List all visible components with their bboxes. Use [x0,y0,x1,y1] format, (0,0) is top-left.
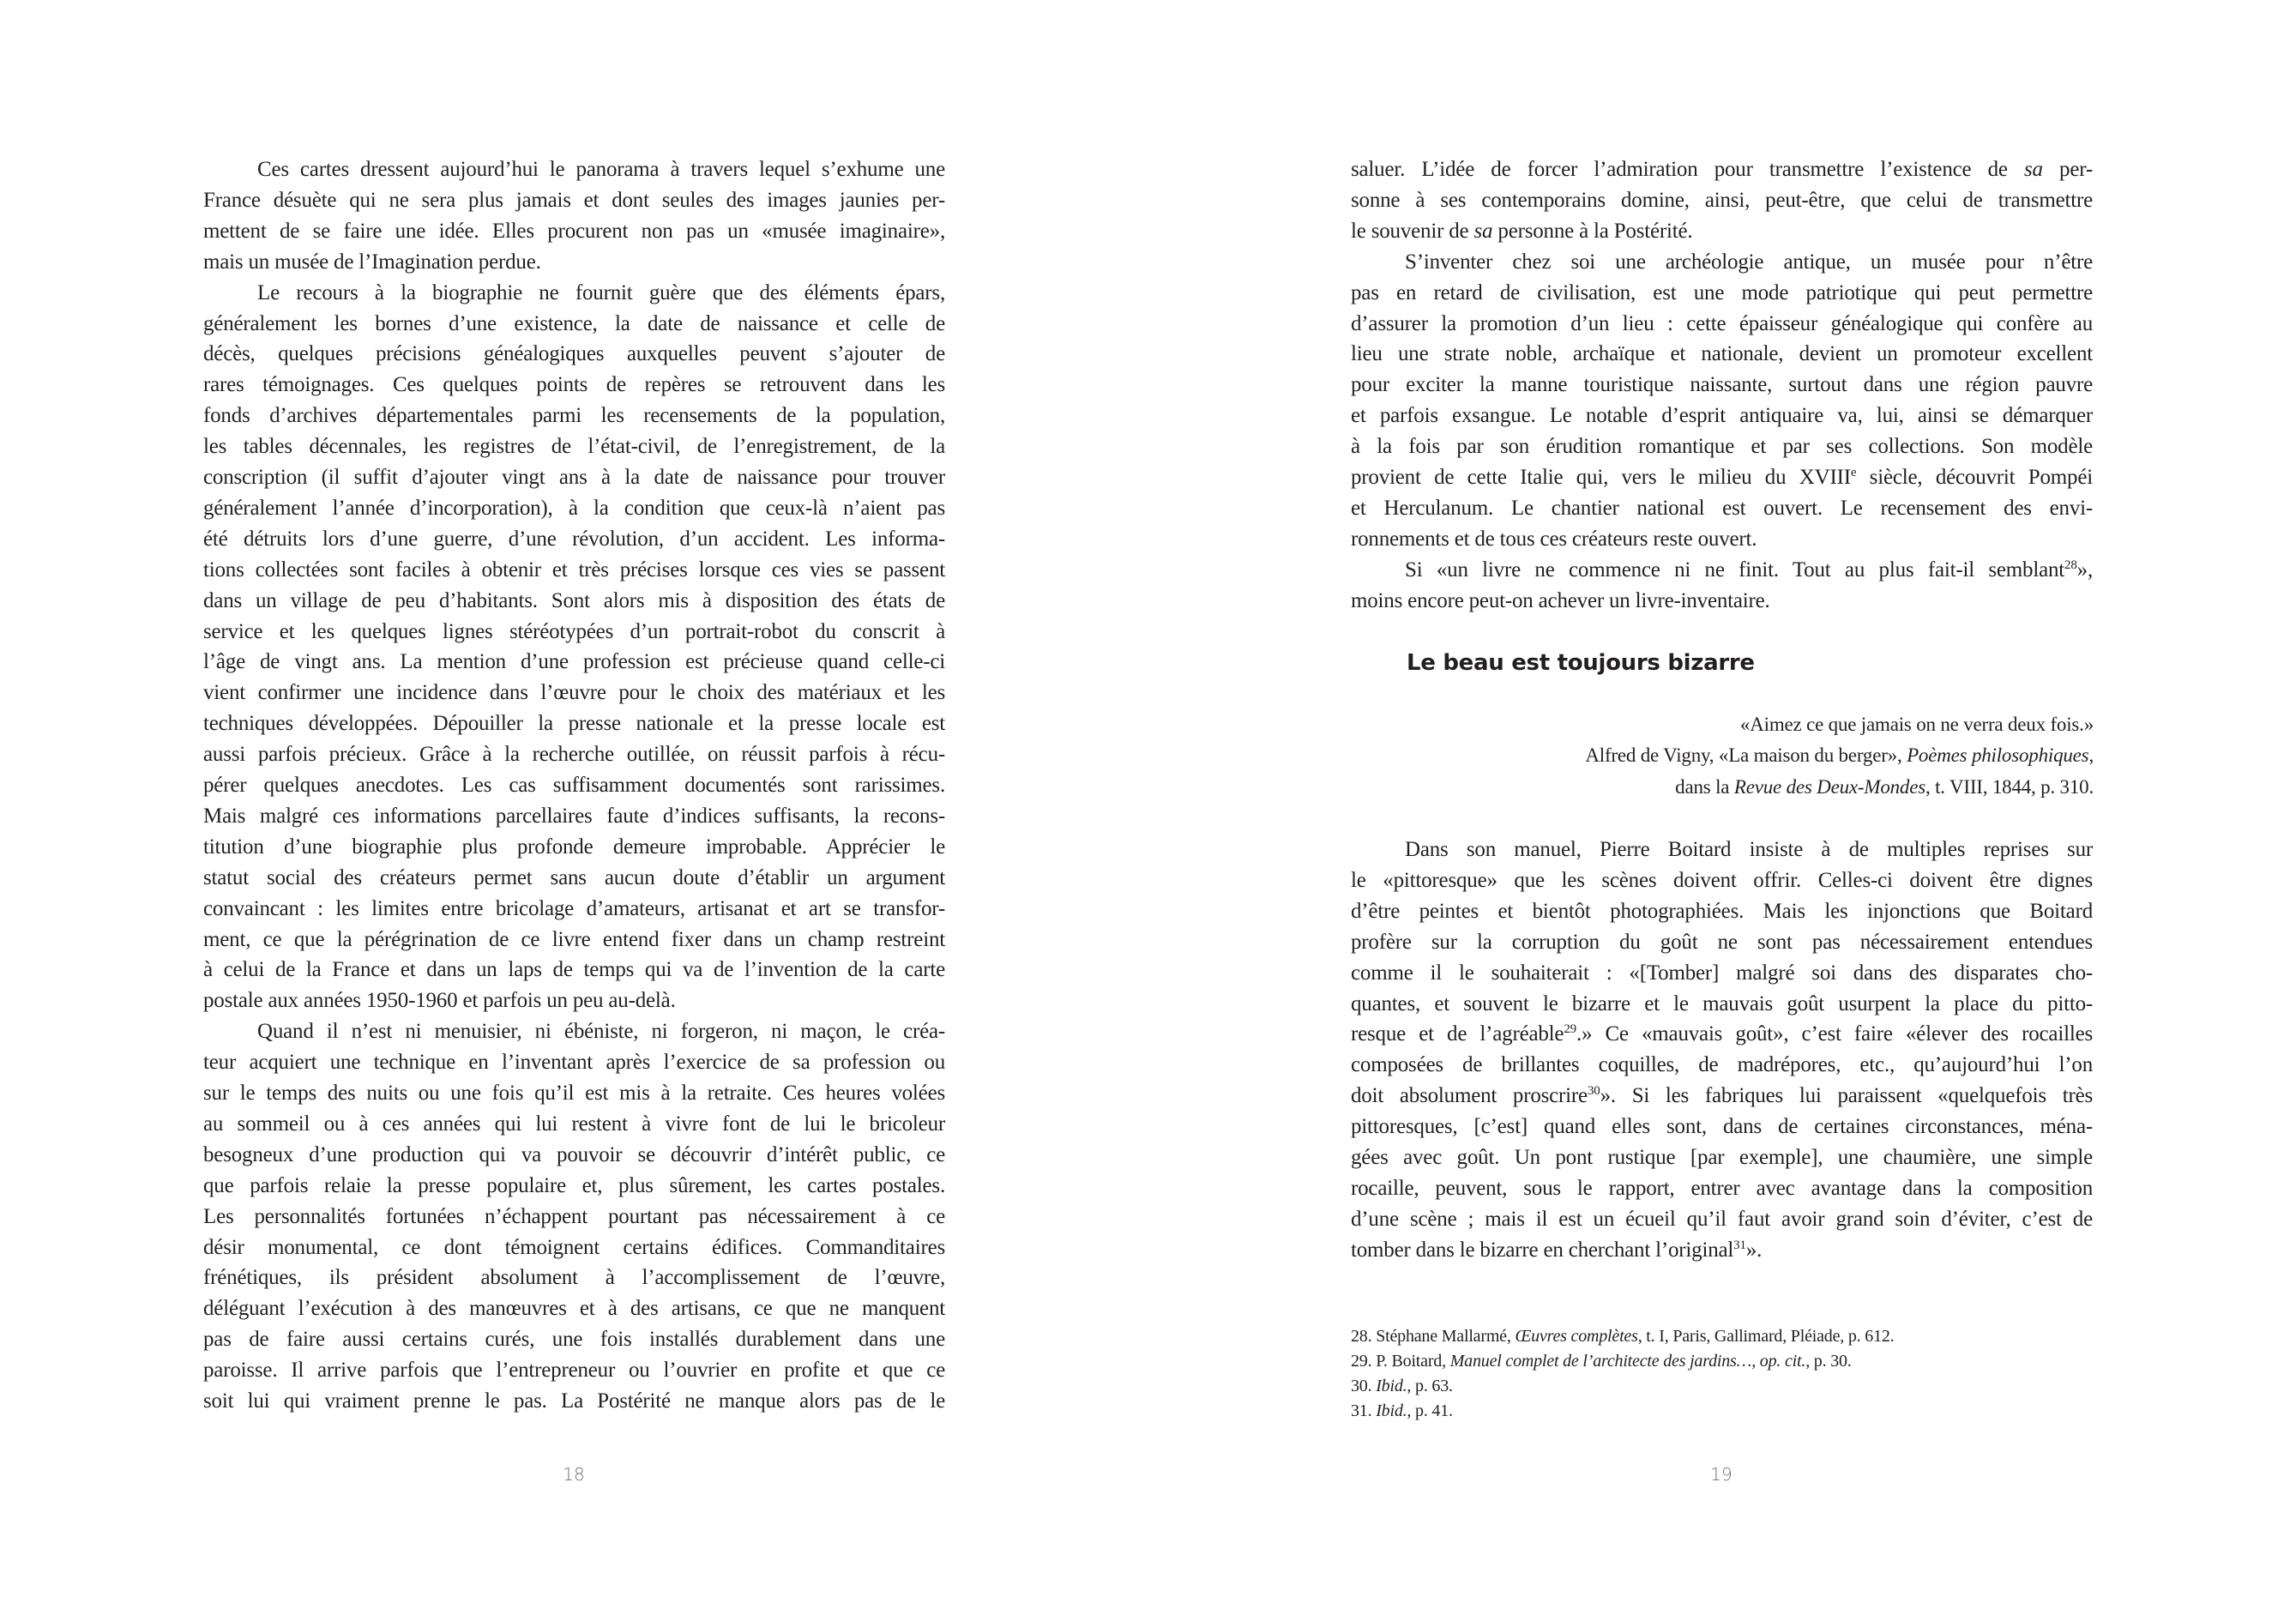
text-line: été détruits lors d’une guerre, d’une révolution, d’un accident. Les informa- [203,527,945,551]
text-line: que parfois relaie la presse populaire et, plus sûrement, les cartes postales. [203,1173,945,1197]
text-line: rocaille, peuvent, sous le rapport, entrer avec avantage dans la composition [1351,1176,2093,1200]
text-line: gées avec goût. Un pont rustique [par exemple], une chaumière, une simple [1351,1146,2093,1169]
text-line: désir monumental, ce dont témoignent certains édifices. Commanditaires [203,1235,945,1259]
text-line: Dans son manuel, Pierre Boitard insiste à de multiples reprises sur [1405,838,2093,861]
epigraph-source-line-2: dans la Revue des Deux-Mondes, t. VIII, 1844, p. 310. [1675,776,2094,798]
footnote-ref: e [1850,466,1857,479]
text-line: d’une scène ; mais il est un écueil qu’il faut avoir grand soin d’éviter, c’est de [1351,1207,2093,1231]
text-line: frénétiques, ils président absolument à l’accomplissement de l’œuvre, [203,1266,945,1290]
text-line: tions collectées sont faciles à obtenir et très précises lorsque ces vies se passent [203,557,945,582]
text-line: aussi parfois précieux. Grâce à la recherche outillée, on réussit parfois à récu- [203,743,945,767]
text-line: Ces cartes dressent aujourd’hui le panorama à travers lequel s’exhume une [257,158,945,181]
section-heading: Le beau est toujours bizarre [1407,650,1755,676]
text-line: décès, quelques précisions généalogiques auxquelles peuvent s’ajouter de [203,342,945,366]
text-line: sonne à ses contemporains domine, ainsi, peut-être, que celui de transmettre [1351,188,2093,212]
text-line: Si «un livre ne commence ni ne finit. Tout au plus fait-il semblant$^{28}$», [1405,557,2093,582]
epigraph-quote: «Aimez ce que jamais on ne verra deux fois.» [1739,714,2094,735]
text-line: provient de cette Italie qui, vers le milieu du XVIIIe siècle, découvrit Pompéi [1351,466,2093,489]
footnote-item: 29. P. Boitard, Manuel complet de l’architecte des jardins…, op. cit., p. 30. [1351,1352,1852,1371]
text-line: déléguant l’exécution à des manœuvres et à des artisans, ce que ne manquent [203,1297,945,1321]
text-line: conscription (il suffit d’ajouter vingt ans à la date de naissance pour trouver [203,466,945,489]
footnote-item: 28. Stéphane Mallarmé, Œuvres complètes, t. I, Paris, Gallimard, Pléiade, p. 612. [1351,1327,1895,1346]
text-line: Mais malgré ces informations parcellaires faute d’indices suffisants, la recons- [203,804,945,828]
text-line: à la fois par son érudition romantique et par ses collections. Son modèle [1351,435,2093,459]
footnote-ref: 31 [1733,1238,1746,1252]
text-line: Quand il n’est ni menuisier, ni ébéniste, ni forgeron, ni maçon, le créa- [257,1020,945,1044]
text-line: pas en retard de civilisation, est une mode patriotique qui peut permettre [1351,280,2093,304]
text-line: au sommeil ou à ces années qui lui restent à vivre font de lui le bricoleur [203,1112,945,1136]
text-line: tomber dans le bizarre en cherchant l’original$^{31}$». [1351,1238,1763,1262]
text-line: doit absolument proscrire$^{30}$». Si les fabriques lui paraissent «quelquefois très [1351,1084,2093,1108]
text-line: généralement l’année d’incorporation), à la condition que ceux-là n’aient pas [203,496,945,520]
text-line: besogneux d’une production qui va pouvoir se découvrir d’intérêt public, ce [203,1142,945,1166]
text-line: Le recours à la biographie ne fournit guère que des éléments épars, [257,280,945,304]
text-line: mettent de se faire une idée. Elles procurent non pas un «musée imaginaire», [203,219,945,243]
text-line: et Herculanum. Le chantier national est ouvert. Le recensement des envi- [1351,496,2093,520]
text-line: vient confirmer une incidence dans l’œuvre pour le choix des matériaux et les [203,681,945,705]
text-line: convaincant : les limites entre bricolage d’amateurs, artisanat et art se transfor- [203,896,945,920]
text-line: composées de brillantes coquilles, de madrépores, etc., qu’aujourd’hui l’on [1351,1053,2093,1077]
text-line: ment, ce que la pérégrination de ce livre entend fixer dans un champ restreint [203,927,945,951]
text-line: moins encore peut-on achever un livre-inventaire. [1351,588,1770,612]
text-line: le «pittoresque» que les scènes doivent offrir. Celles-ci doivent être dignes [1351,868,2093,892]
text-line: généralement les bornes d’une existence, la date de naissance et celle de [203,311,945,335]
page-number-left: 18 [563,1464,585,1485]
footnote-item: 31. Ibid., p. 41. [1351,1401,1453,1420]
text-line: dans un village de peu d’habitants. Sont alors mis à disposition des états de [203,588,945,612]
text-line: teur acquiert une technique en l’inventant après l’exercice de sa profession ou [203,1051,945,1075]
text-line: lieu une strate noble, archaïque et nationale, devient un promoteur excellent [1351,342,2093,366]
footnote-ref: 30 [1587,1084,1600,1099]
right-page-body-text-bottom [1148,0,2296,1621]
page-number-right: 19 [1710,1464,1733,1485]
text-line: statut social des créateurs permet sans aucun doute d’établir un argument [203,865,945,889]
text-line: soit lui qui vraiment prenne le pas. La Postérité ne manque alors pas de le [203,1389,945,1413]
text-line: d’être peintes et bientôt photographiées. Mais les injonctions que Boitard [1351,899,2093,923]
text-line: d’assurer la promotion d’un lieu : cette épaisseur généalogique qui confère au [1351,311,2093,335]
text-line: profère sur la corruption du goût ne sont pas nécessairement entendues [1351,930,2093,954]
text-line: Les personnalités fortunées n’échappent pourtant pas nécessairement à ce [203,1204,945,1228]
footnote-ref: 28 [2064,557,2077,572]
right-page [1148,0,2296,1621]
text-line: France désuète qui ne sera plus jamais et dont seules des images jaunies per- [203,188,945,212]
text-line: paroisse. Il arrive parfois que l’entrepreneur ou l’ouvrier en profite et que ce [203,1359,945,1383]
text-line: service et les quelques lignes stéréotypées d’un portrait-robot du conscrit à [203,619,945,643]
text-line: rares témoignages. Ces quelques points de repères se retrouvent dans les [203,373,945,397]
text-line: ronnements et de tous ces créateurs reste ouvert. [1351,527,1757,551]
text-line: quantes, et souvent le bizarre et le mauvais goût usurpent la place du pitto- [1351,991,2093,1015]
text-line: et parfois exsangue. Le notable d’esprit antiquaire va, lui, ainsi se démarquer [1351,404,2093,428]
text-line: pas de faire aussi certains curés, une fois installés durablement dans une [203,1328,945,1352]
epigraph-source-line-1: Alfred de Vigny, «La maison du berger», Poèmes philosophiques, [1585,744,2094,766]
text-line: titution d’une biographie plus profonde demeure improbable. Apprécier le [203,835,945,859]
text-line: saluer. L’idée de forcer l’admiration pour transmettre l’existence de sa per- [1351,158,2093,181]
text-line: S’inventer chez soi une archéologie antique, un musée pour n’être [1405,250,2093,274]
text-line: pittoresques, [c’est] quand elles sont, dans de certaines circonstances, ména- [1351,1115,2093,1139]
text-line: à celui de la France et dans un laps de temps qui va de l’invention de la carte [203,958,945,982]
text-line: sur le temps des nuits ou une fois qu’il est mis à la retraite. Ces heures volées [203,1082,945,1105]
text-line: techniques développées. Dépouiller la presse nationale et la presse locale est [203,712,945,736]
footnote-item: 30. Ibid., p. 63. [1351,1377,1453,1395]
footnote-ref: 29 [1564,1022,1576,1037]
text-line: mais un musée de l’Imagination perdue. [203,250,541,274]
text-line: pérer quelques anecdotes. Les cas suffisamment documentés sont rarissimes. [203,774,945,797]
text-line: pour exciter la manne touristique naissante, surtout dans une région pauvre [1351,373,2093,397]
text-line: fonds d’archives départementales parmi les recensements de la population, [203,404,945,428]
text-line: le souvenir de sa personne à la Postérité. [1351,219,1693,243]
text-line: resque et de l’agréable$^{29}$.» Ce «mauvais goût», c’est faire «élever des rocailles [1351,1022,2093,1046]
text-line: l’âge de vingt ans. La mention d’une profession est précieuse quand celle-ci [203,650,945,674]
text-line: comme il le souhaiterait : «[Tomber] malgré soi dans des disparates cho- [1351,961,2093,985]
text-line: les tables décennales, les registres de l’état-civil, de l’enregistrement, de la [203,435,945,459]
text-line: postale aux années 1950-1960 et parfois un peu au-delà. [203,989,676,1013]
